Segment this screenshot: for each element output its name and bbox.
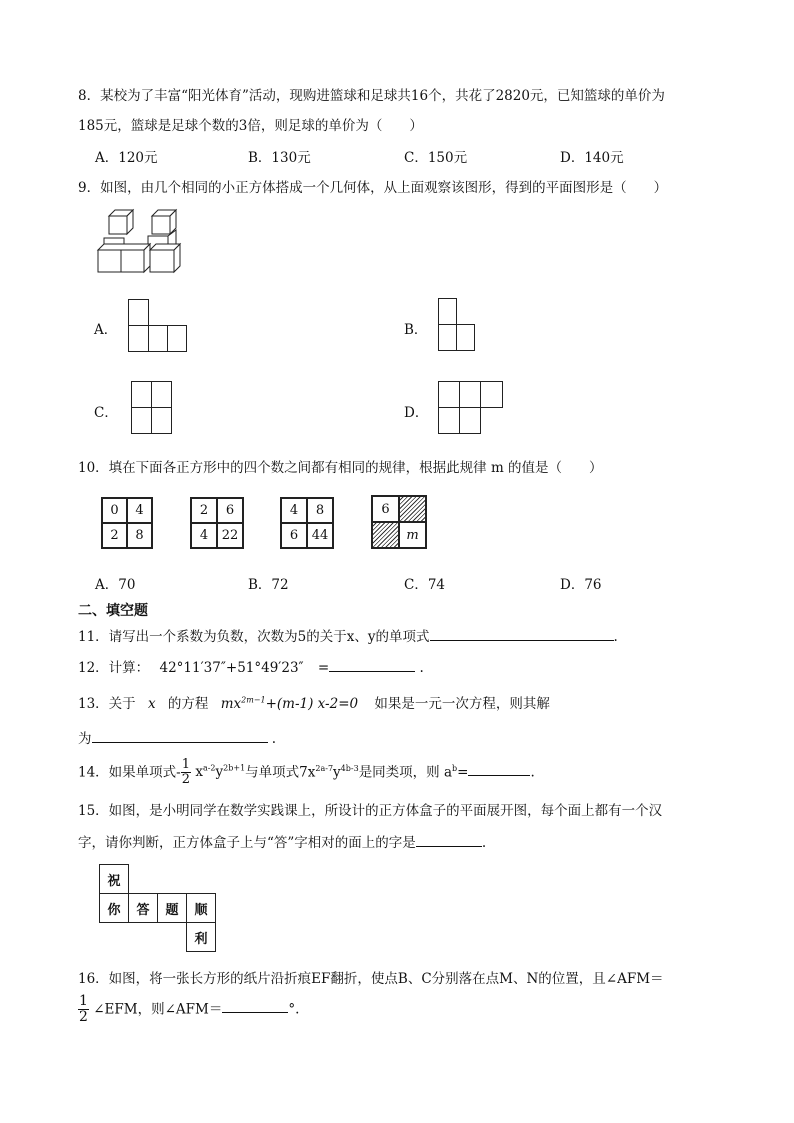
- q10-square-3: [280, 497, 334, 549]
- q10-sq4-bl-hatched: [372, 522, 399, 548]
- q13-var: x: [147, 696, 156, 712]
- q10-option-d: D．76: [560, 577, 602, 593]
- q12-answer-blank[interactable]: [329, 657, 415, 672]
- q14-term1: $x^{a-2}y^{2b+1}$: [195, 763, 246, 781]
- net-face-ti: 题: [157, 893, 187, 923]
- q14-mid: 与单项式7x: [245, 764, 316, 781]
- q9-option-b-label: B．: [404, 322, 428, 338]
- q10-square-4: [371, 495, 427, 549]
- net-face-zhu: 祝: [99, 864, 129, 894]
- q10-sq4-tl: 6: [372, 496, 399, 522]
- q9-text: 9．如图，由几个相同的小正方体搭成一个几何体，从上面观察该图形，得到的平面图形是（ ）: [78, 180, 668, 196]
- q8-option-b: B．130元: [248, 150, 311, 166]
- q8-line1: 8．某校为了丰富“阳光体育”活动，现购进篮球和足球共16个，共花了2820元，已知篮球的单价为: [78, 88, 665, 104]
- q14-prefix: 14．如果单项式-: [78, 764, 181, 781]
- q16-answer-blank[interactable]: [222, 998, 288, 1013]
- q10-square-2: [190, 497, 244, 549]
- q13-mid: 的方程: [167, 696, 209, 712]
- q13-equation: $mx^{2m-1}+(m-1)$ x-2=0: [220, 695, 359, 712]
- q15-answer-blank[interactable]: [416, 832, 482, 847]
- q8-line2: 185元，篮球是足球个数的3倍，则足球的单价为（ ）: [78, 118, 423, 134]
- q10-option-a: A．70: [95, 577, 136, 593]
- q8-option-c: C．150元: [404, 150, 468, 166]
- q10-sq1-bl: 2: [102, 523, 127, 548]
- q10-sq1-tr: 4: [127, 498, 152, 523]
- net-face-da: 答: [128, 893, 158, 923]
- q12-expression: 42°11′37″+51°49′23″: [159, 660, 304, 676]
- q11-line: [78, 625, 618, 645]
- q10-sq2-tl: 2: [191, 498, 217, 523]
- q10-text: 10．填在下面各正方形中的四个数之间都有相同的规律，根据此规律 m 的值是（ ）: [78, 460, 603, 476]
- q10-sq3-bl: 6: [281, 523, 307, 548]
- q11-text: 11．请写出一个系数为负数，次数为5的关于x、y的单项式: [78, 629, 430, 645]
- q15-end: .: [481, 835, 487, 851]
- q10-sq3-br: 44: [307, 523, 333, 548]
- q11-answer-blank[interactable]: [430, 626, 614, 641]
- q8-option-d: D．140元: [560, 150, 624, 166]
- q10-sq1-tl: 0: [102, 498, 127, 523]
- q9-cube-figure: [96, 208, 186, 276]
- q10-sq3-tl: 4: [281, 498, 307, 523]
- q13-line2-text: 为: [78, 731, 92, 747]
- net-face-shun: 顺: [186, 893, 216, 923]
- q13-suffix: 如果是一元一次方程，则其解: [374, 696, 550, 712]
- q15-line1: 15．如图，是小明同学在数学实践课上，所设计的正方体盒子的平面展开图，每个面上都有一个汉: [78, 803, 663, 819]
- q14-fraction: $\frac{1}{2}$: [181, 757, 191, 788]
- section-2-heading: 二、填空题: [78, 603, 148, 619]
- q14-suffix: 是同类项，则 a: [358, 764, 453, 781]
- q13-prefix: 13．关于: [78, 696, 136, 712]
- q15-line2: [78, 831, 486, 851]
- q12-equals: =: [317, 660, 330, 676]
- q10-sq2-tr: 6: [217, 498, 243, 523]
- q10-sq2-br: 22: [217, 523, 243, 548]
- q10-option-c: C．74: [404, 577, 446, 593]
- q12-line: [78, 656, 424, 676]
- q13-line1: [78, 692, 550, 712]
- q10-option-b: B．72: [248, 577, 289, 593]
- q15-line2-text: 字，请你判断，正方体盒子上与“答”字相对的面上的字是: [78, 835, 416, 851]
- q9-option-d-label: D．: [404, 405, 429, 421]
- net-face-ni: 你: [99, 893, 129, 923]
- q16-end: °.: [288, 1001, 300, 1018]
- q10-sq4-tr-hatched: [399, 496, 426, 522]
- q8-option-a: A．120元: [95, 150, 158, 166]
- q11-end: .: [613, 629, 618, 645]
- q10-sq4-br: m: [399, 522, 426, 548]
- q10-sq1-br: 8: [127, 523, 152, 548]
- q16-line1: 16．如图，将一张长方形的纸片沿折痕EF翻折，使点B、C分别落在点M、N的位置，且∠AFM＝: [78, 971, 664, 987]
- q12-end: .: [419, 660, 424, 676]
- q12-prefix: 12．计算：: [78, 660, 150, 676]
- q10-sq3-tr: 8: [307, 498, 333, 523]
- q16-line2-text: ∠EFM，则∠AFM＝: [93, 1001, 223, 1018]
- q14-line: 14．如果单项式- $\frac{1}{2}$ $x^{a-2}y^{2b+1}$与单项式$7x^{2a-7}y^{4b-3}$是同类项，则 $a^b=$ .: [78, 757, 535, 788]
- q9-option-a-label: A．: [94, 322, 118, 338]
- q13-line2: [78, 727, 276, 747]
- q16-fraction: $\frac{1}{2}$: [79, 993, 88, 1026]
- q16-line2: [78, 994, 299, 1026]
- q10-sq2-bl: 4: [191, 523, 217, 548]
- q13-answer-blank[interactable]: [92, 728, 268, 743]
- q10-square-1: [101, 497, 153, 549]
- net-face-li: 利: [186, 922, 216, 952]
- q13-end: .: [271, 731, 277, 747]
- q9-option-c-label: C．: [94, 405, 118, 421]
- q14-end: .: [530, 764, 535, 781]
- q14-answer-blank[interactable]: [468, 761, 530, 776]
